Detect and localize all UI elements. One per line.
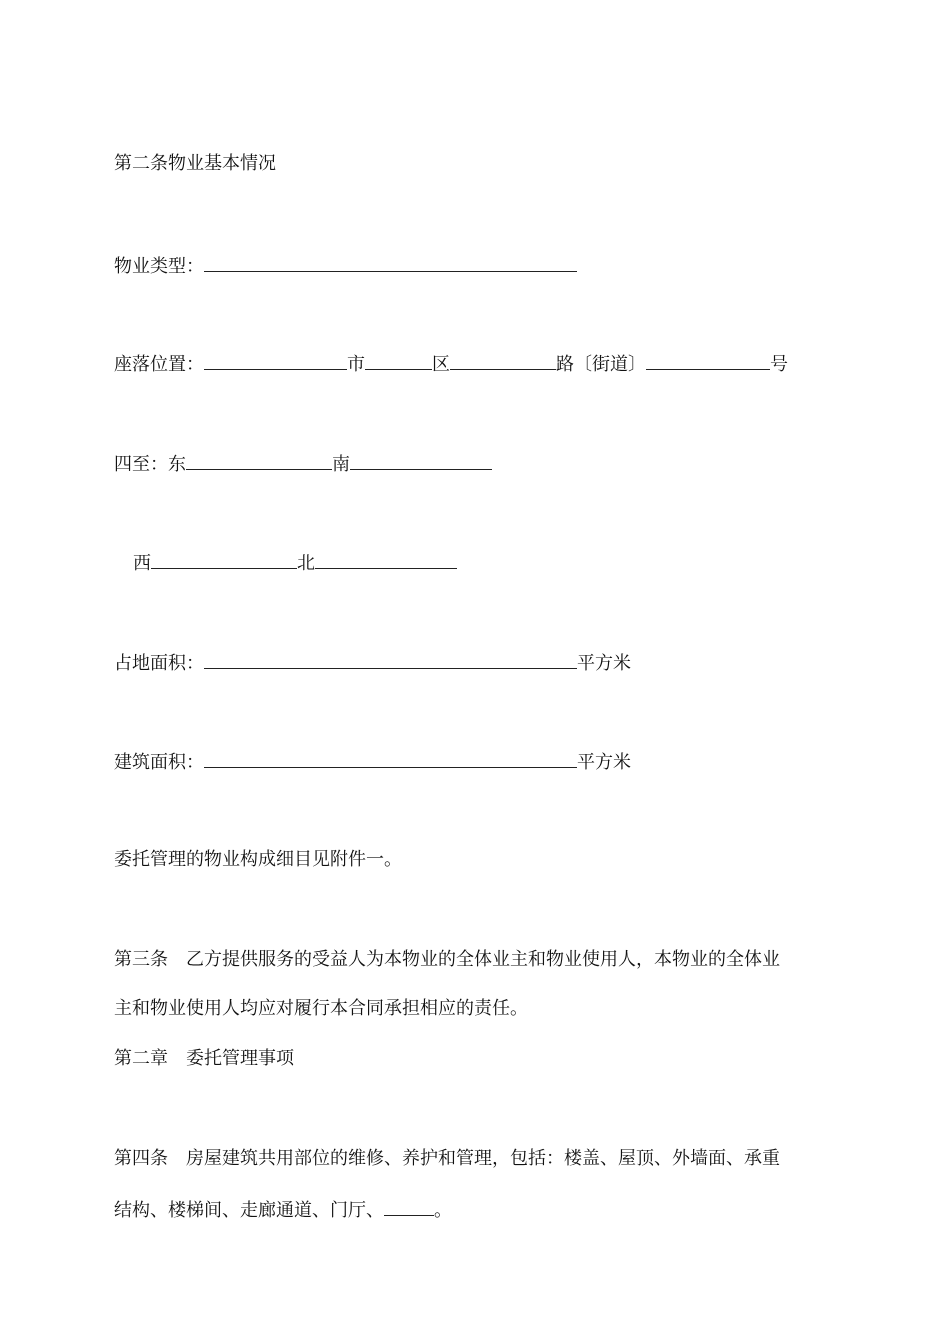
land-area-label: 占地面积：	[114, 653, 204, 674]
north-blank	[315, 550, 457, 569]
south-label: 南	[332, 454, 350, 475]
north-label: 北	[297, 553, 315, 574]
article-2-title: 第二条物业基本情况	[114, 153, 276, 174]
south-blank	[350, 451, 492, 470]
location-row	[114, 351, 788, 375]
entrance-hall-blank	[384, 1197, 434, 1216]
entrusted-note: 委托管理的物业构成细目见附件一。	[114, 849, 402, 870]
road-blank	[450, 351, 556, 370]
land-area-blank	[204, 650, 577, 669]
article-4-line-2	[114, 1197, 452, 1221]
west-label: 西	[133, 553, 151, 574]
article-4-line-1: 第四条 房屋建筑共用部位的维修、养护和管理，包括：楼盖、屋顶、外墙面、承重	[114, 1148, 780, 1169]
chapter-2-title: 第二章 委托管理事项	[114, 1048, 294, 1069]
article-3-line-2: 主和物业使用人均应对履行本合同承担相应的责任。	[114, 998, 528, 1019]
building-area-row	[114, 749, 631, 773]
article-4-line-2-text: 结构、楼梯间、走廊通道、门厅、	[114, 1200, 384, 1221]
article-3-line-1: 第三条 乙方提供服务的受益人为本物业的全体业主和物业使用人，本物业的全体业	[114, 949, 780, 970]
number-label: 号	[770, 354, 788, 375]
location-label: 座落位置：	[114, 354, 204, 375]
road-label: 路〔街道〕	[556, 354, 646, 375]
boundaries-row-2	[133, 550, 457, 574]
boundaries-east-label: 四至：东	[114, 454, 186, 475]
property-type-row	[114, 253, 577, 277]
property-type-label: 物业类型：	[114, 256, 204, 277]
article-4-line-2-end: 。	[434, 1200, 452, 1221]
land-area-row	[114, 650, 631, 674]
east-blank	[186, 451, 332, 470]
west-blank	[151, 550, 297, 569]
property-type-blank	[204, 253, 577, 272]
boundaries-row-1	[114, 451, 492, 475]
building-area-label: 建筑面积：	[114, 752, 204, 773]
district-label: 区	[432, 354, 450, 375]
number-blank	[646, 351, 770, 370]
land-area-unit: 平方米	[577, 653, 631, 674]
city-label: 市	[347, 354, 365, 375]
building-area-unit: 平方米	[577, 752, 631, 773]
district-blank	[365, 351, 432, 370]
city-blank	[204, 351, 347, 370]
building-area-blank	[204, 749, 577, 768]
